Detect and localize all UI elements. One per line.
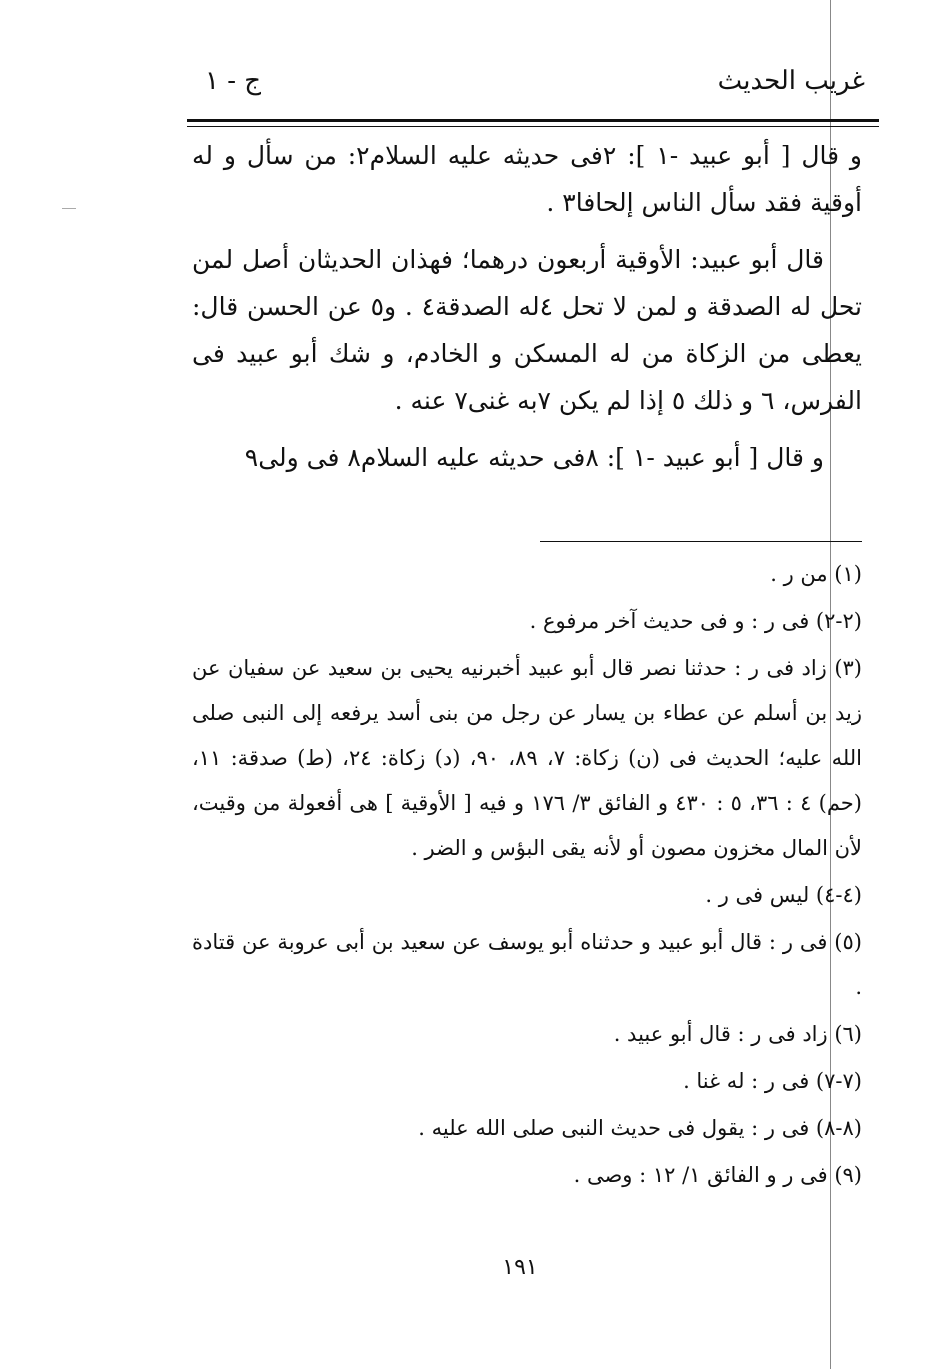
scan-edge-mark bbox=[62, 208, 76, 209]
page-number: ١٩١ bbox=[502, 1255, 538, 1280]
footnote-separator bbox=[540, 541, 862, 542]
header-rule-thin bbox=[187, 126, 879, 127]
footnote: (١) من ر . bbox=[770, 562, 862, 586]
running-header bbox=[205, 66, 865, 110]
main-text bbox=[192, 132, 862, 491]
header-rule-thick bbox=[187, 119, 879, 122]
main-paragraph: قال أبو عبيد: الأوقية أربعون درهما؛ فهذان الحديثان أصل لمن تحل له الصدقة و لمن لا تحل ٤له الصدقة٤ . و٥ عن الحسن قال: يعطى من الزكاة من له المسكن و الخادم، و شك أبو عبيد فى الفرس، ٦ و ذلك ٥ إذا لم يكن ٧به غنى٧ عنه . bbox=[192, 245, 863, 415]
main-paragraph: و قال [ أبو عبيد -١ ]: ٢فى حديثه عليه السلام٢: من سأل و له أوقية فقد سأل الناس إلحافا٣ . bbox=[192, 141, 862, 217]
footnotes bbox=[192, 552, 862, 1200]
footnote: (٩) فى ر و الفائق ١/ ١٢ : وصى . bbox=[573, 1163, 862, 1187]
footnote: (٢-٢) فى ر : و فى حديث آخر مرفوع . bbox=[529, 609, 862, 633]
main-paragraph: و قال [ أبو عبيد -١ ]: ٨فى حديثه عليه السلام٨ فى ولى٩ bbox=[244, 443, 824, 472]
book-title: غريب الحديث bbox=[717, 66, 865, 96]
footnote: (٣) زاد فى ر : حدثنا نصر قال أبو عبيد أخبرنيه يحيى بن سعيد عن سفيان عن زيد بن أسلم عن عطاء بن يسار عن رجل من بنى أسد يرفعه إلى النبى صلى الله عليه؛ الحديث فى (ن) زكاة: ٧، ٨٩، ٩٠، (د) زكاة: ٢٤، (ط) صدقة: ١١، (حم) ٤ : ٣٦، ٥ : ٤٣٠ و الفائق ٣/ ١٧٦ و فيه [ الأوقية ] هى أفعولة من وقيت، لأن المال مخزون مصون أو لأنه يقى البؤس و الضر . bbox=[192, 656, 863, 860]
footnote: (٤-٤) ليس فى ر . bbox=[705, 883, 862, 907]
footnote: (٦) زاد فى ر : قال أبو عبيد . bbox=[613, 1022, 862, 1046]
footnote: (٨-٨) فى ر : يقول فى حديث النبى صلى الله عليه . bbox=[418, 1116, 862, 1140]
volume-number: ج - ١ bbox=[205, 66, 262, 96]
footnote: (٧-٧) فى ر : له غنا . bbox=[683, 1069, 862, 1093]
footnote: (٥) فى ر : قال أبو عبيد و حدثناه أبو يوسف عن سعيد بن أبى عروبة عن قتادة . bbox=[192, 930, 862, 999]
